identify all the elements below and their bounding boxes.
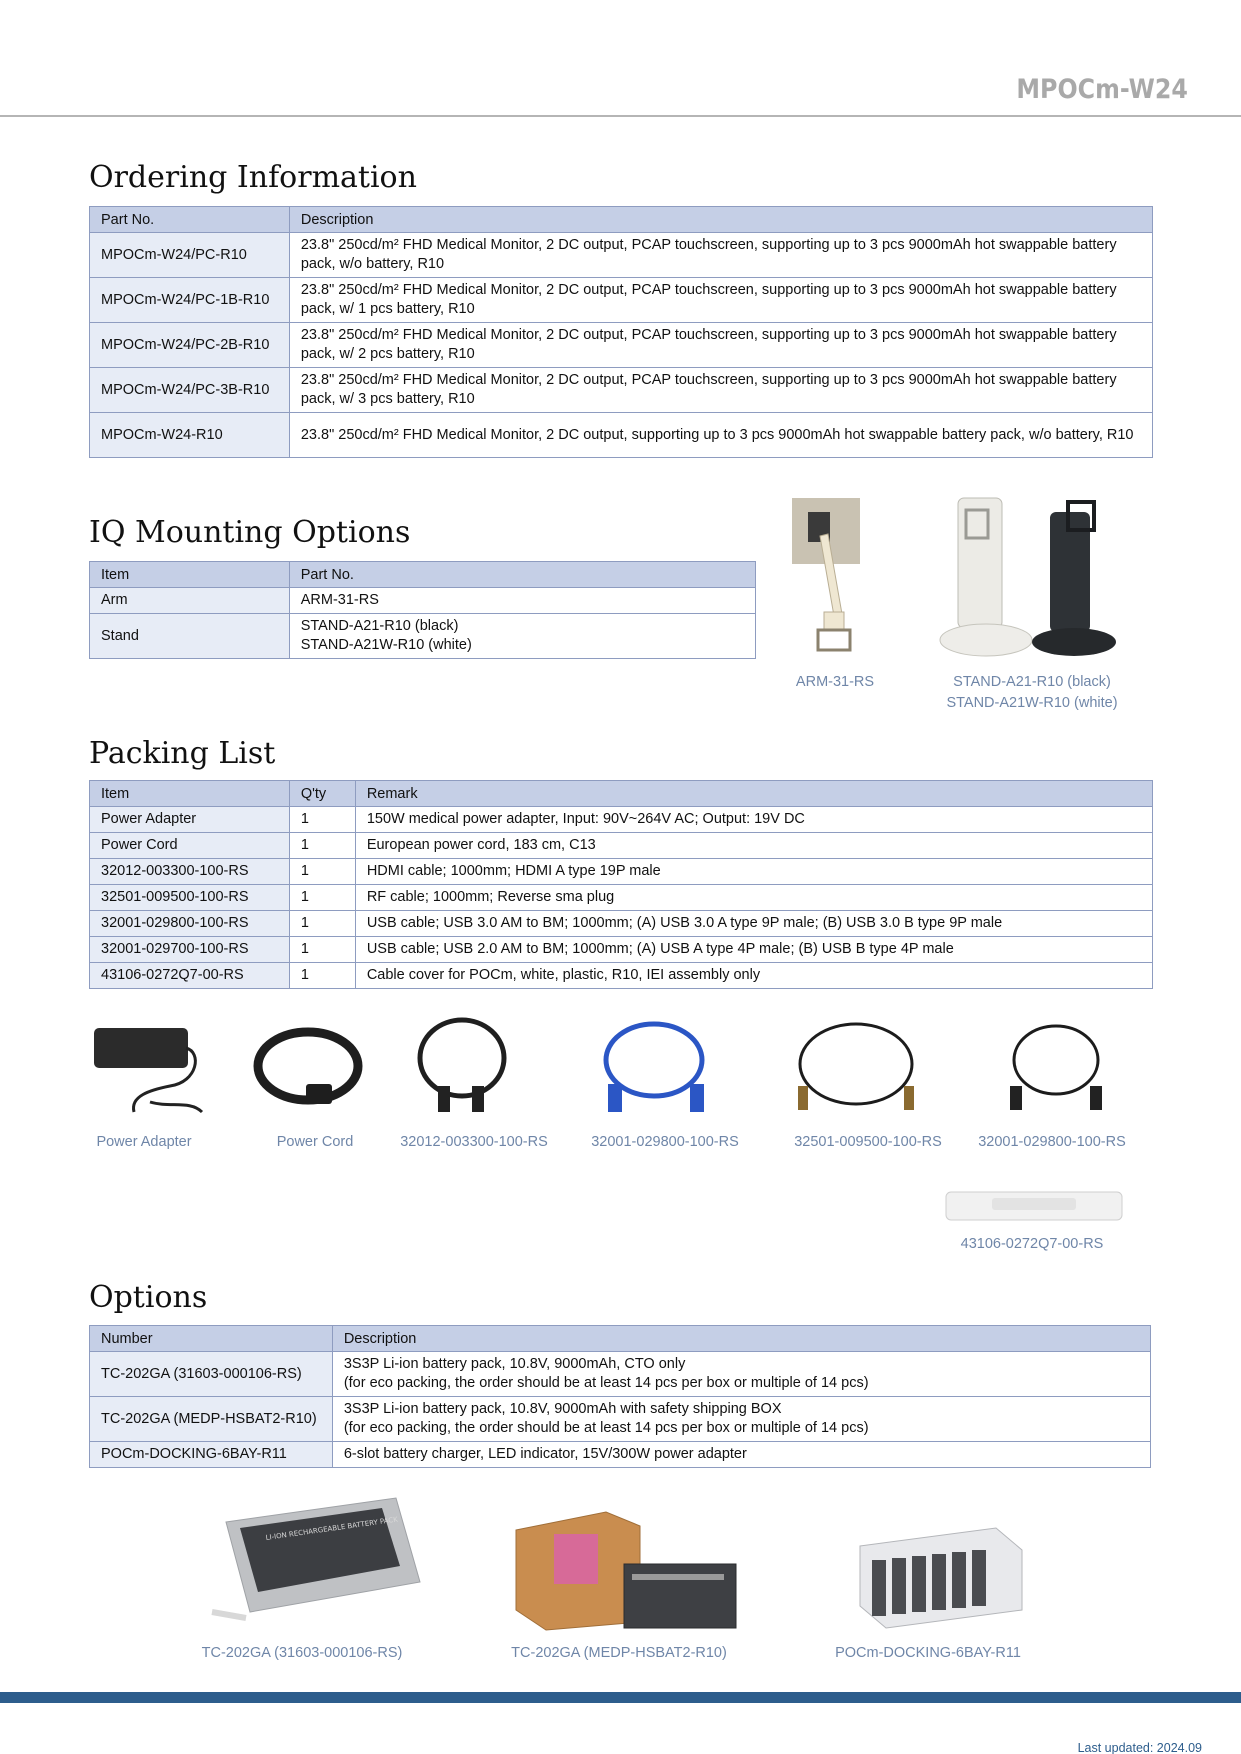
mounting-table bbox=[89, 561, 756, 659]
remark-cell: 150W medical power adapter, Input: 90V~264V AC; Output: 19V DC bbox=[355, 807, 1152, 833]
arm-image bbox=[790, 496, 870, 660]
table-row bbox=[90, 588, 756, 614]
description-cell: 23.8" 250cd/m² FHD Medical Monitor, 2 DC output, supporting up to 3 pcs 9000mAh hot swappable battery pack, w/o battery, R10 bbox=[289, 413, 1152, 458]
column-header-part-no: Part No. bbox=[289, 562, 755, 588]
description-note: (for eco packing, the order should be at least 14 pcs per box or multiple of 14 pcs) bbox=[343, 1420, 869, 1436]
table-row bbox=[90, 937, 1153, 963]
document-title: MPOCm-W24 bbox=[1016, 74, 1188, 105]
table-row bbox=[90, 323, 1153, 368]
number-cell: POCm-DOCKING-6BAY-R11 bbox=[90, 1442, 333, 1468]
item-cell: 32001-029800-100-RS bbox=[90, 911, 290, 937]
usb3-cable-image bbox=[596, 1016, 716, 1122]
stand-caption bbox=[912, 672, 1152, 714]
description-line: 3S3P Li-ion battery pack, 10.8V, 9000mAh, CTO only bbox=[343, 1356, 686, 1372]
item-cell: 43106-0272Q7-00-RS bbox=[90, 963, 290, 989]
remark-cell: HDMI cable; 1000mm; HDMI A type 19P male bbox=[355, 859, 1152, 885]
power-cord-caption: Power Cord bbox=[276, 1134, 354, 1150]
part-number-cell: ARM-31-RS bbox=[289, 588, 755, 614]
qty-cell: 1 bbox=[289, 937, 355, 963]
remark-cell: European power cord, 183 cm, C13 bbox=[355, 833, 1152, 859]
number-cell: TC-202GA (MEDP-HSBAT2-R10) bbox=[90, 1397, 333, 1442]
ordering-table bbox=[89, 206, 1153, 458]
rf-cable-caption: 32501-009500-100-RS bbox=[794, 1134, 942, 1150]
part-number-cell: MPOCm-W24/PC-3B-R10 bbox=[90, 368, 290, 413]
power-cord-image bbox=[250, 1022, 370, 1122]
table-row bbox=[90, 833, 1153, 859]
column-header-item: Item bbox=[90, 562, 290, 588]
item-cell: 32501-009500-100-RS bbox=[90, 885, 290, 911]
part-number-cell: MPOCm-W24/PC-2B-R10 bbox=[90, 323, 290, 368]
table-row bbox=[90, 1442, 1151, 1468]
mounting-section-title: IQ Mounting Options bbox=[89, 515, 411, 550]
cable-cover-caption: 43106-0272Q7-00-RS bbox=[960, 1236, 1104, 1252]
column-header-qty: Q'ty bbox=[289, 781, 355, 807]
packing-table bbox=[89, 780, 1153, 989]
part-number-cell: MPOCm-W24/PC-R10 bbox=[90, 233, 290, 278]
stand-white-part: STAND-A21W-R10 (white) bbox=[300, 637, 472, 653]
battery-pack-caption: TC-202GA (31603-000106-RS) bbox=[201, 1645, 403, 1661]
table-row bbox=[90, 859, 1153, 885]
rf-cable-image bbox=[792, 1016, 922, 1122]
docking-charger-image bbox=[846, 1520, 1030, 1632]
arm-caption: ARM-31-RS bbox=[795, 674, 875, 690]
description-cell: 23.8" 250cd/m² FHD Medical Monitor, 2 DC output, PCAP touchscreen, supporting up to 3 pcs 9000mAh hot swappable battery pack, w/ 3 pcs battery, R10 bbox=[289, 368, 1152, 413]
stand-image bbox=[936, 494, 1126, 662]
table-row bbox=[90, 233, 1153, 278]
description-cell: 6-slot battery charger, LED indicator, 15V/300W power adapter bbox=[332, 1442, 1150, 1468]
table-header-row bbox=[90, 207, 1153, 233]
ordering-section-title: Ordering Information bbox=[89, 160, 417, 195]
table-row bbox=[90, 368, 1153, 413]
table-header-row bbox=[90, 1326, 1151, 1352]
qty-cell: 1 bbox=[289, 833, 355, 859]
cable-cover-image bbox=[942, 1186, 1128, 1226]
item-cell: 32001-029700-100-RS bbox=[90, 937, 290, 963]
options-section-title: Options bbox=[89, 1280, 208, 1315]
remark-cell: USB cable; USB 2.0 AM to BM; 1000mm; (A) USB A type 4P male; (B) USB B type 4P male bbox=[355, 937, 1152, 963]
item-cell: Stand bbox=[90, 614, 290, 659]
qty-cell: 1 bbox=[289, 963, 355, 989]
column-header-remark: Remark bbox=[355, 781, 1152, 807]
stand-black-caption: STAND-A21-R10 (black) bbox=[953, 674, 1111, 690]
stand-black-part: STAND-A21-R10 (black) bbox=[300, 618, 459, 634]
battery-label: LI-ION RECHARGEABLE BATTERY PACK bbox=[265, 1515, 399, 1542]
description-cell bbox=[332, 1352, 1150, 1397]
remark-cell: Cable cover for POCm, white, plastic, R10, IEI assembly only bbox=[355, 963, 1152, 989]
part-number-cell: MPOCm-W24-R10 bbox=[90, 413, 290, 458]
packing-section-title: Packing List bbox=[89, 736, 276, 771]
part-number-cell bbox=[289, 614, 755, 659]
remark-cell: USB cable; USB 3.0 AM to BM; 1000mm; (A) USB 3.0 A type 9P male; (B) USB 3.0 B type 9P male bbox=[355, 911, 1152, 937]
qty-cell: 1 bbox=[289, 859, 355, 885]
power-adapter-image bbox=[90, 1022, 210, 1122]
column-header-description: Description bbox=[332, 1326, 1150, 1352]
battery-pack-image bbox=[206, 1492, 426, 1632]
description-cell: 23.8" 250cd/m² FHD Medical Monitor, 2 DC output, PCAP touchscreen, supporting up to 3 pcs 9000mAh hot swappable battery pack, w/o battery, R10 bbox=[289, 233, 1152, 278]
table-header-row bbox=[90, 562, 756, 588]
part-number-cell: MPOCm-W24/PC-1B-R10 bbox=[90, 278, 290, 323]
column-header-number: Number bbox=[90, 1326, 333, 1352]
item-cell: 32012-003300-100-RS bbox=[90, 859, 290, 885]
description-line: 3S3P Li-ion battery pack, 10.8V, 9000mAh with safety shipping BOX bbox=[343, 1401, 782, 1417]
description-cell bbox=[332, 1397, 1150, 1442]
table-row bbox=[90, 911, 1153, 937]
header-rule bbox=[0, 115, 1241, 117]
table-row bbox=[90, 1397, 1151, 1442]
item-cell: Power Cord bbox=[90, 833, 290, 859]
description-cell: 23.8" 250cd/m² FHD Medical Monitor, 2 DC output, PCAP touchscreen, supporting up to 3 pcs 9000mAh hot swappable battery pack, w/ 1 pcs battery, R10 bbox=[289, 278, 1152, 323]
usb3-cable-caption: 32001-029800-100-RS bbox=[591, 1134, 739, 1150]
item-cell: Arm bbox=[90, 588, 290, 614]
table-row bbox=[90, 413, 1153, 458]
usb2-cable-caption: 32001-029800-100-RS bbox=[978, 1134, 1126, 1150]
column-header-part-no: Part No. bbox=[90, 207, 290, 233]
qty-cell: 1 bbox=[289, 885, 355, 911]
stand-white-caption: STAND-A21W-R10 (white) bbox=[946, 695, 1118, 711]
battery-box-image bbox=[510, 1506, 740, 1632]
number-cell: TC-202GA (31603-000106-RS) bbox=[90, 1352, 333, 1397]
qty-cell: 1 bbox=[289, 807, 355, 833]
column-header-item: Item bbox=[90, 781, 290, 807]
qty-cell: 1 bbox=[289, 911, 355, 937]
description-note: (for eco packing, the order should be at least 14 pcs per box or multiple of 14 pcs) bbox=[343, 1375, 869, 1391]
description-cell: 23.8" 250cd/m² FHD Medical Monitor, 2 DC output, PCAP touchscreen, supporting up to 3 pcs 9000mAh hot swappable battery pack, w/ 2 pcs battery, R10 bbox=[289, 323, 1152, 368]
column-header-description: Description bbox=[289, 207, 1152, 233]
usb2-cable-image bbox=[1002, 1016, 1112, 1122]
table-row bbox=[90, 885, 1153, 911]
table-row bbox=[90, 807, 1153, 833]
remark-cell: RF cable; 1000mm; Reverse sma plug bbox=[355, 885, 1152, 911]
battery-box-caption: TC-202GA (MEDP-HSBAT2-R10) bbox=[511, 1645, 727, 1661]
options-table bbox=[89, 1325, 1151, 1468]
table-row bbox=[90, 278, 1153, 323]
table-row bbox=[90, 963, 1153, 989]
table-header-row bbox=[90, 781, 1153, 807]
docking-charger-caption: POCm-DOCKING-6BAY-R11 bbox=[835, 1645, 1021, 1661]
table-row bbox=[90, 1352, 1151, 1397]
footer-bar bbox=[0, 1692, 1241, 1703]
last-updated: Last updated: 2024.09 bbox=[1077, 1741, 1202, 1754]
power-adapter-caption: Power Adapter bbox=[96, 1134, 192, 1150]
table-row bbox=[90, 614, 756, 659]
hdmi-cable-image bbox=[410, 1012, 520, 1122]
item-cell: Power Adapter bbox=[90, 807, 290, 833]
hdmi-cable-caption: 32012-003300-100-RS bbox=[400, 1134, 548, 1150]
